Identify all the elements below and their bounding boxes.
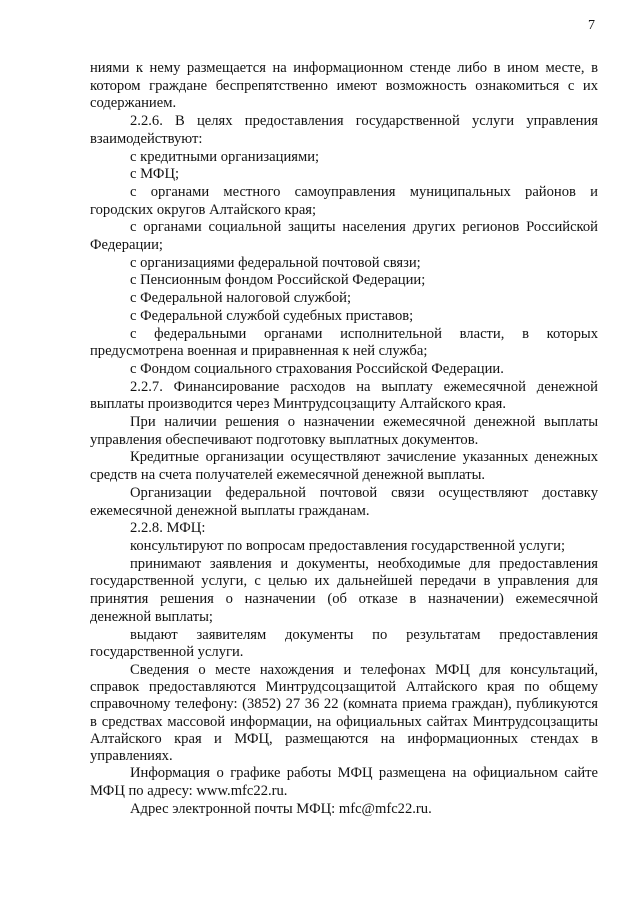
list-item-postal: с организациями федеральной почтовой связи;: [130, 254, 421, 271]
mfc-issue-documents: выдают заявителям документы по результатам предоставления государственной услуги.: [90, 626, 598, 661]
list-item-social-insurance: с Фондом социального страхования Российской Федерации.: [130, 360, 504, 377]
list-item-mfc: с МФЦ;: [130, 166, 180, 183]
document-body: [90, 60, 598, 818]
paragraph-continuation: ниями к нему размещается на информационном стенде либо в ином месте, в котором граждане беспрепятственно имеют возможность ознакомиться с их содержанием.: [90, 60, 598, 112]
list-item-tax-service: с Федеральной налоговой службой;: [130, 290, 352, 307]
list-item-social-protection: с органами социальной защиты населения других регионов Российской Федерации;: [90, 219, 598, 254]
paragraph-mfc-schedule: Информация о графике работы МФЦ размещена на официальном сайте МФЦ по адресу: www.mfc22.ru.: [90, 765, 598, 799]
paragraph-2-2-8: 2.2.8. МФЦ:: [130, 520, 206, 537]
paragraph-credit-transfer: Кредитные организации осуществляют зачисление указанных денежных средств на счета получателей ежемесячной денежной выплаты.: [90, 449, 598, 484]
paragraph-2-2-7: 2.2.7. Финансирование расходов на выплату ежемесячной денежной выплаты производится через Минтрудсоцзащиту Алтайского края.: [90, 378, 598, 413]
list-item-pension-fund: с Пенсионным фондом Российской Федерации;: [130, 272, 426, 289]
page-number: 7: [588, 18, 595, 33]
list-item-bailiffs: с Федеральной службой судебных приставов;: [130, 307, 414, 324]
list-item-federal-executive: с федеральными органами исполнительной власти, в которых предусмотрена военная и приравненная к ней служба;: [90, 325, 598, 360]
mfc-accept-applications: принимают заявления и документы, необходимые для предоставления государственной услуги, с целью их дальнейшей передачи в управления для принятия решения о назначении (об отказе в назначении) ежемесячной денежной выплаты;: [90, 555, 598, 625]
paragraph-payment-docs: При наличии решения о назначении ежемесячной денежной выплаты управления обеспечивают подготовку выплатных документов.: [90, 414, 598, 448]
paragraph-2-2-6: 2.2.6. В целях предоставления государственной услуги управления взаимодействуют:: [90, 113, 598, 147]
list-item-credit-orgs: с кредитными организациями;: [130, 148, 320, 165]
paragraph-mfc-email: Адрес электронной почты МФЦ: mfc@mfc22.ru.: [130, 800, 432, 817]
mfc-consulting: консультируют по вопросам предоставления государственной услуги;: [130, 537, 566, 554]
paragraph-postal-delivery: Организации федеральной почтовой связи осуществляют доставку ежемесячной денежной выплаты гражданам.: [90, 484, 598, 519]
paragraph-mfc-contacts: Сведения о месте нахождения и телефонах МФЦ для консультаций, справок предоставляются Минтрудсоцзащитой Алтайского края по общему справочному телефону: (3852) 27 36 22 (комната приема граждан), публикуются в средствах массовой информации, на официальных сайтах Минтрудсоцзащиты Алтайского края и МФЦ, размещаются на информационных стендах в управлениях.: [90, 661, 598, 764]
list-item-local-government: с органами местного самоуправления муниципальных районов и городских округов Алтайского края;: [90, 183, 598, 218]
